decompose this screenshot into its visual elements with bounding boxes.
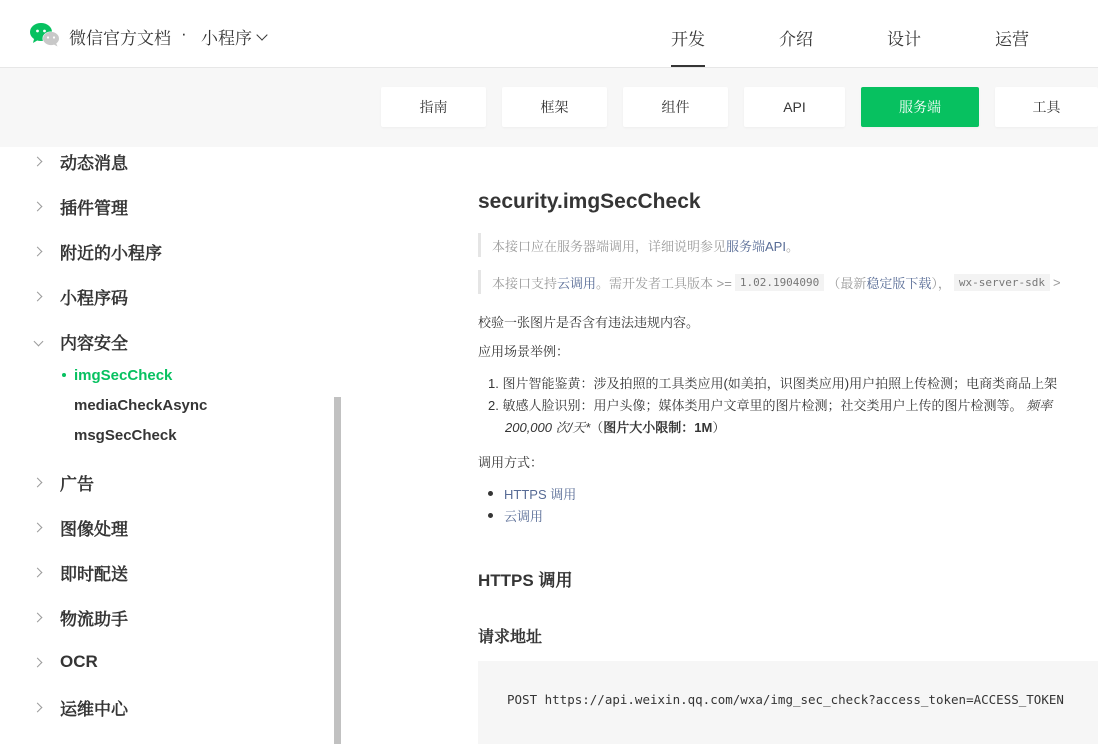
sidebar-item-ops[interactable] bbox=[0, 692, 334, 722]
nav-intro[interactable]: 介绍 bbox=[779, 30, 813, 49]
sidebar-item-delivery[interactable] bbox=[0, 557, 334, 587]
chevron-right-icon bbox=[33, 201, 43, 211]
nav-operate[interactable]: 运营 bbox=[995, 30, 1029, 49]
chevron-right-icon bbox=[33, 612, 43, 622]
sdk-code: wx-server-sdk bbox=[954, 274, 1050, 291]
list-item-continuation bbox=[505, 417, 725, 436]
product-label: 小程序 bbox=[201, 29, 252, 48]
call-label: 调用方式： bbox=[478, 455, 544, 470]
sidebar-item-label: 插件管理 bbox=[60, 198, 128, 218]
size-limit-text: 图片大小限制：1M bbox=[603, 420, 713, 435]
list-text: 图片智能鉴黄：涉及拍照的工具类应用(如美拍，识图类应用)用户拍照上传检测；电商类商品上架 bbox=[502, 376, 1058, 391]
bullet-icon bbox=[488, 513, 493, 518]
sidebar-item-label: 附近的小程序 bbox=[60, 243, 162, 263]
chevron-right-icon bbox=[33, 657, 43, 667]
sidebar-item-label: 运维中心 bbox=[60, 699, 128, 719]
cloud-call-link[interactable]: 云调用 bbox=[557, 275, 597, 291]
site-title[interactable]: 微信官方文档 bbox=[69, 29, 171, 48]
sidebar bbox=[0, 147, 334, 744]
tab-server[interactable]: 服务端 bbox=[861, 87, 979, 127]
cloud-call-link[interactable]: 云调用 bbox=[504, 509, 544, 524]
server-api-link[interactable]: 服务端API bbox=[726, 238, 786, 254]
rate-limit-value: 200,000 次/天* bbox=[505, 420, 591, 435]
title-separator: · bbox=[181, 24, 187, 43]
chevron-right-icon bbox=[33, 477, 43, 487]
cloud-note bbox=[478, 270, 1061, 294]
sidebar-item-ocr[interactable] bbox=[0, 647, 334, 677]
tab-tools[interactable]: 工具 bbox=[995, 87, 1098, 127]
note-text: ）， bbox=[931, 275, 951, 291]
sidebar-subitem-label: mediaCheckAsync bbox=[74, 396, 208, 414]
sidebar-scrollbar[interactable] bbox=[334, 397, 341, 744]
active-dot-icon bbox=[62, 373, 66, 377]
sidebar-item-label: 动态消息 bbox=[60, 153, 128, 173]
subsection-heading: 请求地址 bbox=[478, 629, 543, 646]
request-url-code: POST https://api.weixin.qq.com/wxa/img_sec_check?access_token=ACCESS_TOKEN bbox=[507, 692, 1064, 707]
list-item[interactable] bbox=[488, 506, 543, 525]
top-header bbox=[0, 0, 1098, 68]
list-number: 2. bbox=[488, 398, 499, 413]
sidebar-item-content-security[interactable] bbox=[0, 326, 334, 356]
sidebar-subitem-label: imgSecCheck bbox=[74, 366, 173, 384]
sidebar-item-logistics[interactable] bbox=[0, 602, 334, 632]
tab-components[interactable]: 组件 bbox=[623, 87, 728, 127]
sidebar-item-label: 物流助手 bbox=[60, 609, 128, 629]
page-title: security.imgSecCheck bbox=[478, 190, 701, 213]
chevron-down-icon bbox=[34, 336, 44, 346]
sidebar-item-label: 内容安全 bbox=[60, 333, 128, 353]
sidebar-item-label: OCR bbox=[60, 652, 98, 671]
sub-navigation bbox=[0, 68, 1098, 147]
server-note bbox=[478, 233, 799, 257]
sidebar-item-plugin[interactable] bbox=[0, 191, 334, 221]
list-item[interactable] bbox=[488, 484, 576, 503]
nav-develop[interactable]: 开发 bbox=[671, 25, 705, 50]
chevron-down-icon bbox=[256, 29, 267, 40]
sidebar-item-qrcode[interactable] bbox=[0, 281, 334, 311]
chevron-right-icon bbox=[33, 567, 43, 577]
tab-framework[interactable]: 框架 bbox=[502, 87, 607, 127]
list-number: 1. bbox=[488, 376, 499, 391]
note-tail: 。 bbox=[785, 238, 799, 254]
scenario-label: 应用场景举例： bbox=[478, 344, 570, 359]
note-text: 本接口支持 bbox=[492, 275, 558, 291]
sidebar-subitem-mediacheckasync[interactable] bbox=[0, 390, 334, 420]
list-item bbox=[488, 373, 1057, 392]
chevron-right-icon bbox=[33, 702, 43, 712]
chevron-right-icon bbox=[33, 246, 43, 256]
product-dropdown[interactable] bbox=[201, 24, 266, 49]
paren-open: （ bbox=[590, 420, 604, 435]
sidebar-item-image[interactable] bbox=[0, 512, 334, 542]
sidebar-item-label: 图像处理 bbox=[60, 519, 128, 539]
chevron-right-icon bbox=[33, 291, 43, 301]
sidebar-item-ad[interactable] bbox=[0, 467, 334, 497]
sidebar-item-nearby[interactable] bbox=[0, 236, 334, 266]
chevron-right-icon bbox=[33, 522, 43, 532]
sidebar-item-dynamic-message[interactable] bbox=[0, 147, 334, 176]
bullet-icon bbox=[488, 491, 493, 496]
chevron-right-icon bbox=[33, 156, 43, 166]
sidebar-subitem-label: msgSecCheck bbox=[74, 426, 177, 444]
note-text: > bbox=[1052, 274, 1061, 290]
paren-close: ） bbox=[712, 420, 726, 435]
main-content bbox=[341, 147, 1098, 744]
sidebar-item-label: 即时配送 bbox=[60, 564, 128, 584]
section-heading: HTTPS 调用 bbox=[478, 571, 573, 590]
sidebar-subitem-msgseccheck[interactable] bbox=[0, 420, 334, 450]
tab-api[interactable]: API bbox=[744, 87, 845, 127]
list-text: 敏感人脸识别：用户头像；媒体类用户文章里的图片检测；社交类用户上传的图片检测等。 bbox=[502, 398, 1023, 413]
note-text: 本接口应在服务器端调用，详细说明参见 bbox=[492, 238, 727, 254]
note-text: 。需开发者工具版本 >= bbox=[596, 275, 732, 291]
version-code: 1.02.1904090 bbox=[735, 274, 824, 291]
description: 校验一张图片是否含有违法违规内容。 bbox=[478, 315, 700, 330]
sidebar-item-label: 广告 bbox=[60, 474, 94, 494]
rate-limit-text: 频率 bbox=[1026, 398, 1053, 413]
wechat-logo-icon[interactable] bbox=[30, 22, 60, 48]
code-block bbox=[478, 661, 1098, 744]
stable-download-link[interactable]: 稳定版下载 bbox=[866, 275, 932, 291]
note-text: （最新 bbox=[827, 275, 867, 291]
tab-guide[interactable]: 指南 bbox=[381, 87, 486, 127]
nav-design[interactable]: 设计 bbox=[887, 30, 921, 49]
sidebar-item-label: 小程序码 bbox=[60, 288, 128, 308]
list-item bbox=[488, 395, 1052, 414]
https-call-link[interactable]: HTTPS 调用 bbox=[504, 487, 577, 502]
sidebar-subitem-imgseccheck[interactable] bbox=[0, 360, 334, 390]
